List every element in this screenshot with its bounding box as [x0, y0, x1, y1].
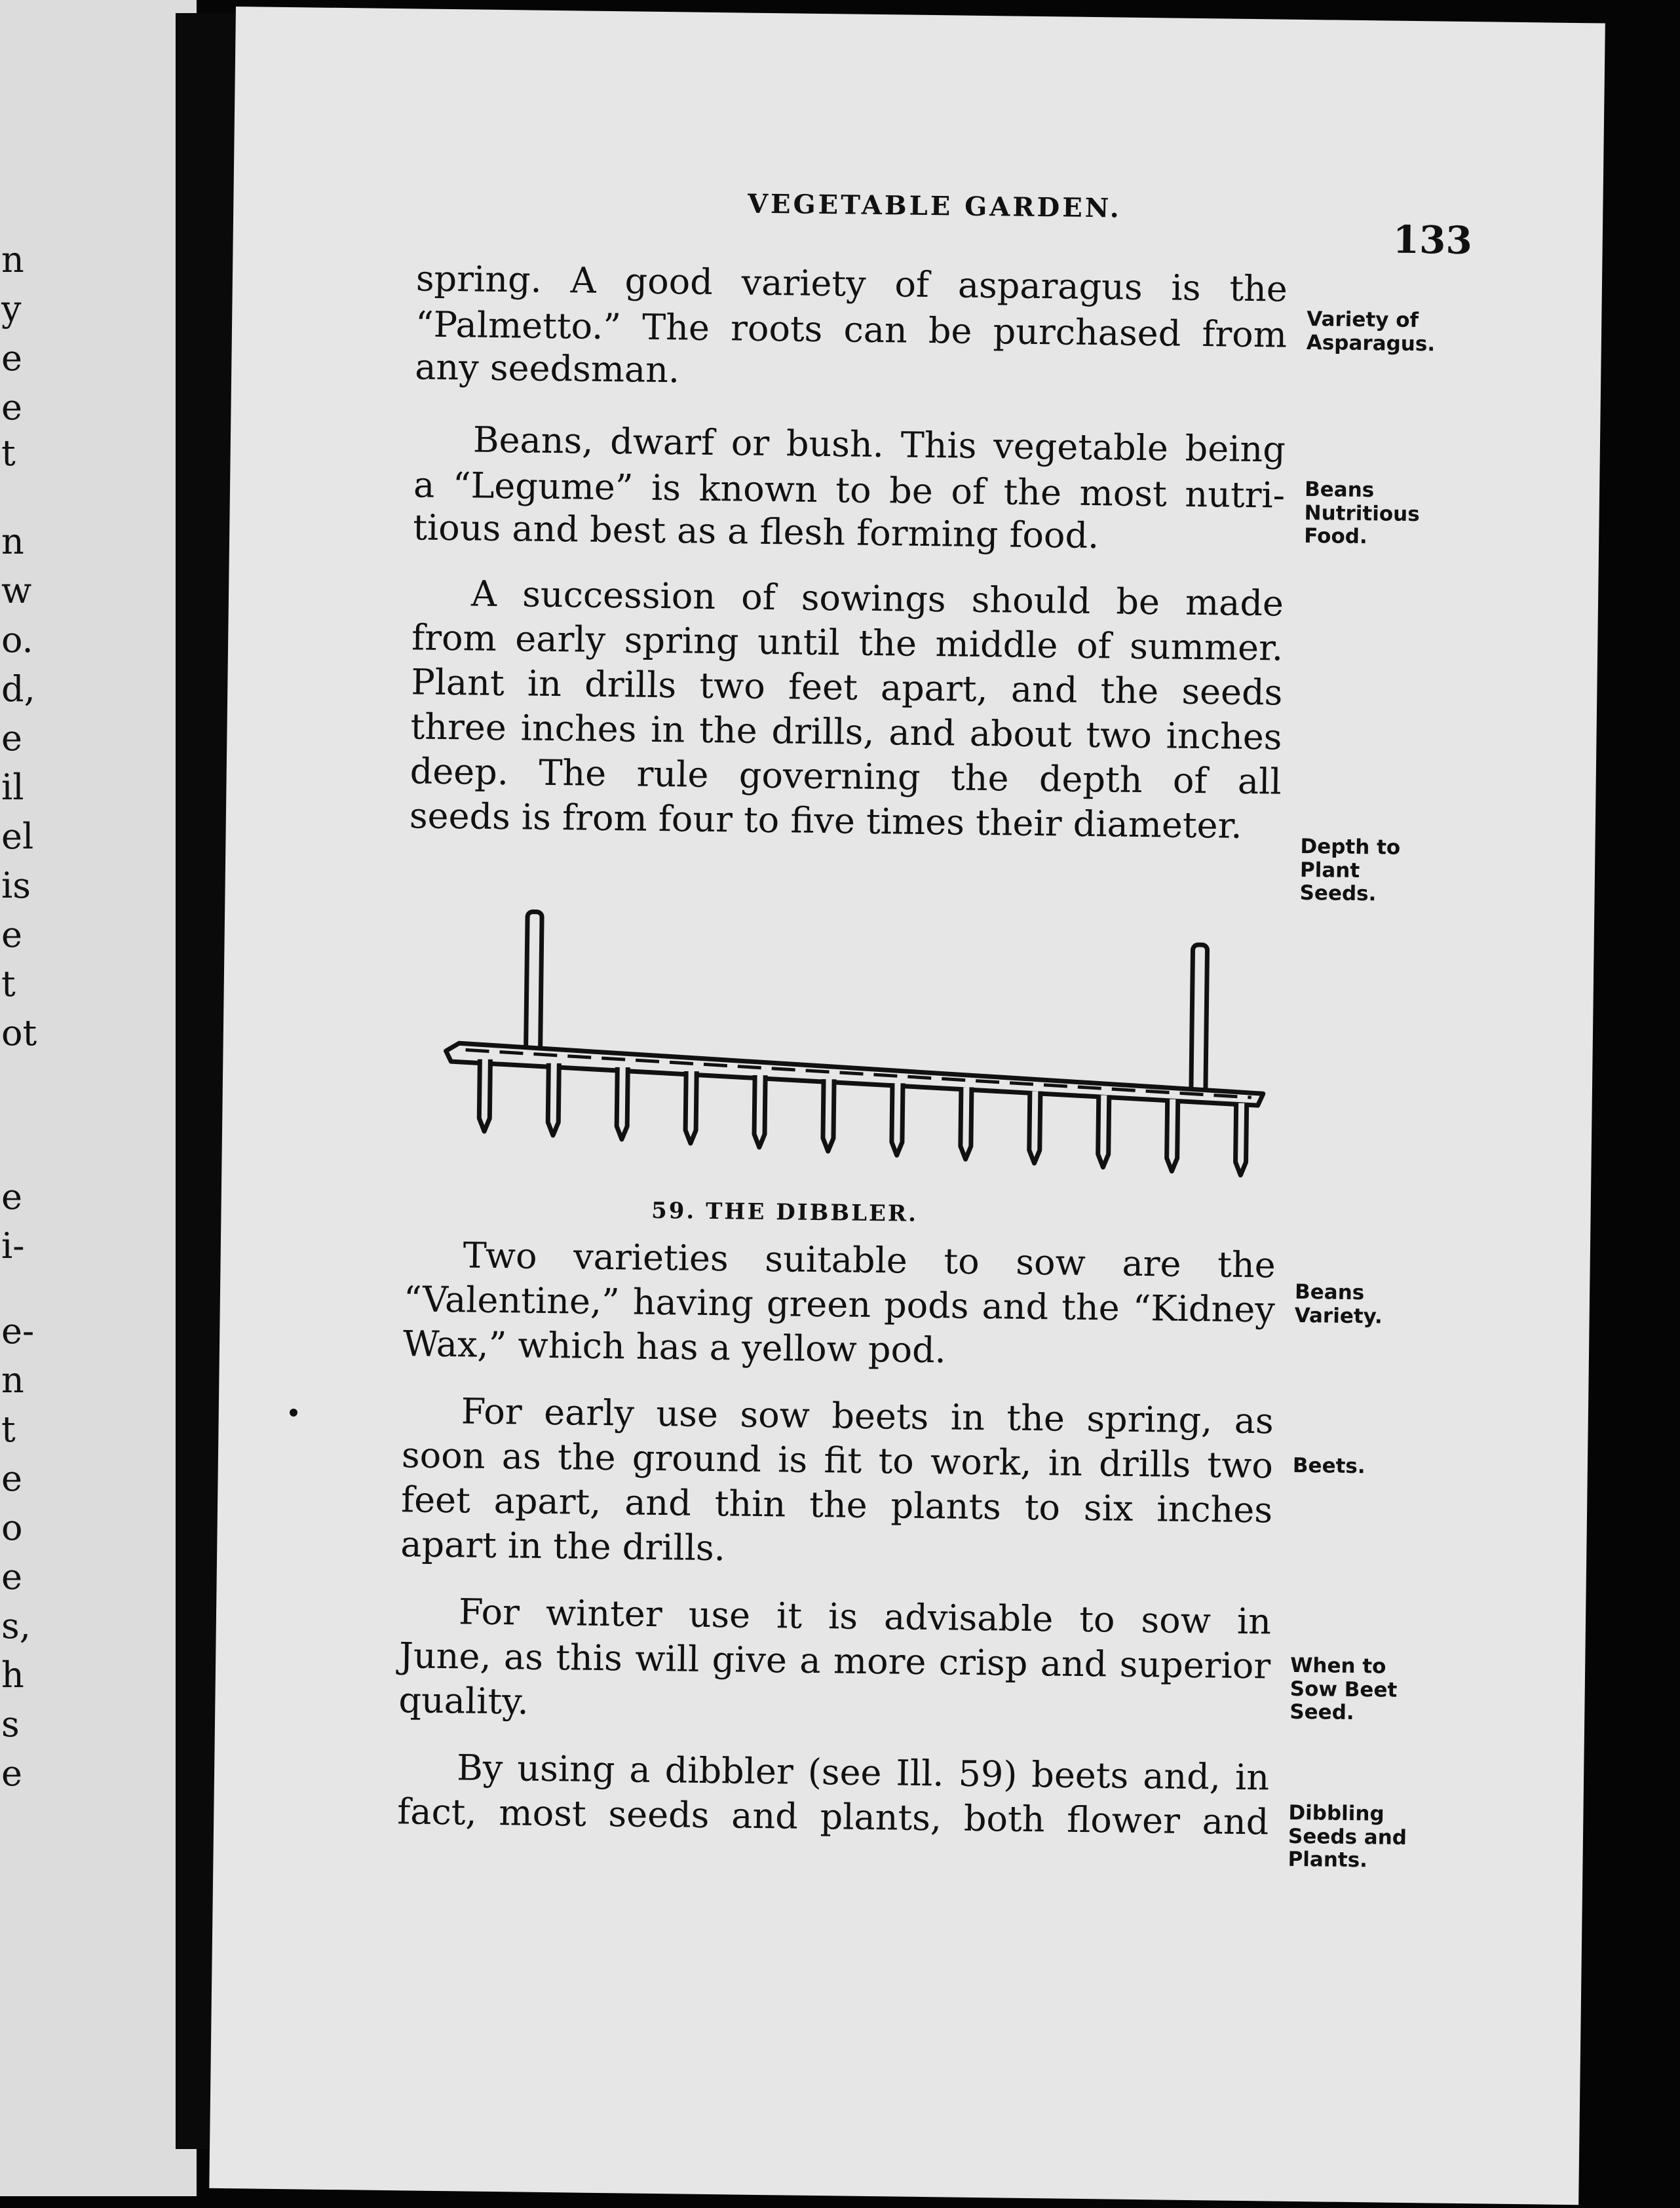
facing-page-text-fragment: e — [1, 1458, 22, 1499]
facing-page-text-fragment: d, — [1, 668, 35, 710]
body-line: soon as the ground is fit to work, in drills two — [401, 1434, 1274, 1487]
body-line: June, as this will give a more crisp and superior — [398, 1635, 1271, 1687]
dibbler-tooth — [1235, 1103, 1246, 1175]
body-line: Wax,” which has a yellow pod. — [402, 1323, 947, 1371]
facing-page-text-fragment: e — [1, 387, 22, 428]
facing-page-text-fragment: t — [1, 963, 16, 1004]
facing-page-text-fragment: s, — [1, 1605, 31, 1646]
facing-page-text-fragment: il — [1, 767, 24, 808]
body-line: For early use sow beets in the spring, as — [461, 1390, 1274, 1442]
running-head: VEGETABLE GARDEN. — [747, 188, 1122, 224]
marginal-note-line: Beans — [1304, 477, 1375, 503]
marginal-note — [1293, 1455, 1457, 1480]
marginal-note — [1294, 1281, 1459, 1329]
marginal-note-line: Depth to — [1300, 834, 1401, 860]
body-line: seeds is from four to five times their diameter. — [409, 795, 1243, 847]
facing-page-text-fragment: e — [1, 717, 22, 759]
facing-page-text-fragment: e- — [1, 1310, 35, 1352]
facing-page-text-fragment: e — [1, 1556, 22, 1597]
body-line: apart in the drills. — [400, 1523, 726, 1569]
dibbler-tooth — [548, 1063, 559, 1135]
body-line: Beans, dwarf or bush. This vegetable being — [472, 419, 1286, 470]
marginal-note — [1304, 478, 1468, 550]
body-line: from early spring until the middle of summer. — [411, 617, 1284, 669]
body-line: Two varieties suitable to sow are the — [463, 1234, 1276, 1286]
dibbler-tooth — [754, 1075, 765, 1147]
marginal-note — [1299, 835, 1464, 907]
body-line: any seedsman. — [414, 346, 680, 391]
facing-page-text-fragment: el — [1, 816, 34, 857]
facing-page-text-fragment: ot — [1, 1012, 37, 1054]
body-line: tious and best as a flesh forming food. — [412, 506, 1099, 557]
facing-page-text-fragment: is — [1, 865, 31, 906]
marginal-note-line: Sow Beet — [1289, 1677, 1398, 1702]
body-line: a “Legume” is known to be of the most nutri- — [413, 464, 1286, 516]
marginal-note-line: Plant — [1299, 858, 1360, 883]
dibbler-tooth — [1029, 1091, 1040, 1163]
facing-page-text-fragment: o — [1, 1507, 23, 1548]
facing-page-text-fragment: n — [1, 521, 24, 562]
marginal-note-line: When to — [1289, 1653, 1386, 1679]
body-line: spring. A good variety of asparagus is the — [415, 257, 1288, 310]
facing-page-left — [0, 0, 197, 2196]
marginal-note — [1307, 308, 1471, 356]
book-page — [209, 7, 1605, 2205]
marginal-note-line: Asparagus. — [1306, 330, 1436, 356]
body-line: fact, most seeds and plants, both flower and — [396, 1791, 1269, 1843]
page-number: 133 — [1392, 217, 1473, 263]
facing-page-text-fragment: e — [1, 1176, 22, 1217]
dibbler-tooth — [685, 1071, 697, 1143]
dibbler-tooth — [961, 1087, 972, 1159]
marginal-note-line: Food. — [1304, 524, 1367, 549]
body-line: quality. — [398, 1679, 529, 1723]
body-line: three inches in the drills, and about two inches — [410, 706, 1282, 758]
dibbler-tooth — [617, 1067, 628, 1139]
body-line: For winter use it is advisable to sow in — [458, 1591, 1272, 1643]
marginal-note-line: Dibbling — [1288, 1800, 1384, 1826]
marginal-note-line: Variety of — [1307, 307, 1419, 333]
facing-page-text-fragment: s — [1, 1704, 20, 1745]
marginal-note-line: Beans — [1294, 1280, 1365, 1305]
facing-page-text-fragment: t — [1, 432, 16, 474]
facing-page-text-fragment: n — [1, 239, 24, 280]
dibbler-illustration — [438, 907, 1280, 1199]
marginal-note-line: Seed. — [1289, 1700, 1354, 1725]
facing-page-text-fragment: t — [1, 1409, 16, 1450]
figure-caption: 59. THE DIBBLER. — [651, 1197, 919, 1227]
body-line: “Valentine,” having green pods and the “Kidney — [403, 1278, 1276, 1331]
facing-page-text-fragment: i- — [1, 1225, 25, 1266]
dibbler-tooth — [823, 1079, 834, 1151]
body-line: A succession of sowings should be made — [470, 573, 1284, 624]
body-line: “Palmetto.” The roots can be purchased from — [415, 303, 1288, 356]
dibbler-tooth — [1166, 1099, 1177, 1171]
body-line: feet apart, and thin the plants to six inches — [400, 1479, 1273, 1531]
body-line: deep. The rule governing the depth of all — [410, 750, 1282, 803]
marginal-note-line: Seeds. — [1299, 881, 1377, 906]
facing-page-text-fragment: e — [1, 1753, 22, 1794]
marginal-note-line: Plants. — [1288, 1848, 1368, 1873]
marginal-note-line: Nutritious — [1304, 501, 1420, 526]
dibbler-tooth — [479, 1059, 490, 1132]
facing-page-text-fragment: y — [1, 288, 22, 330]
facing-page-text-fragment: e — [1, 914, 22, 955]
marginal-note — [1288, 1802, 1452, 1874]
facing-page-text-fragment: o. — [1, 619, 33, 660]
marginal-note-line: Variety. — [1294, 1303, 1383, 1329]
facing-page-text-fragment: w — [1, 570, 32, 611]
facing-page-text-fragment: h — [1, 1654, 24, 1696]
dibbler-tooth — [892, 1083, 903, 1155]
facing-page-text-fragment: n — [1, 1360, 24, 1401]
body-line: Plant in drills two feet apart, and the seeds — [411, 661, 1283, 714]
facing-page-text-fragment: e — [1, 337, 22, 379]
marginal-note-line: Beets. — [1292, 1453, 1365, 1479]
ink-speck — [290, 1409, 297, 1417]
marginal-note — [1289, 1654, 1454, 1726]
marginal-note-line: Seeds and — [1288, 1824, 1407, 1850]
body-line: By using a dibbler (see Ill. 59) beets and, in — [456, 1747, 1270, 1799]
dibbler-tooth — [1098, 1095, 1109, 1167]
